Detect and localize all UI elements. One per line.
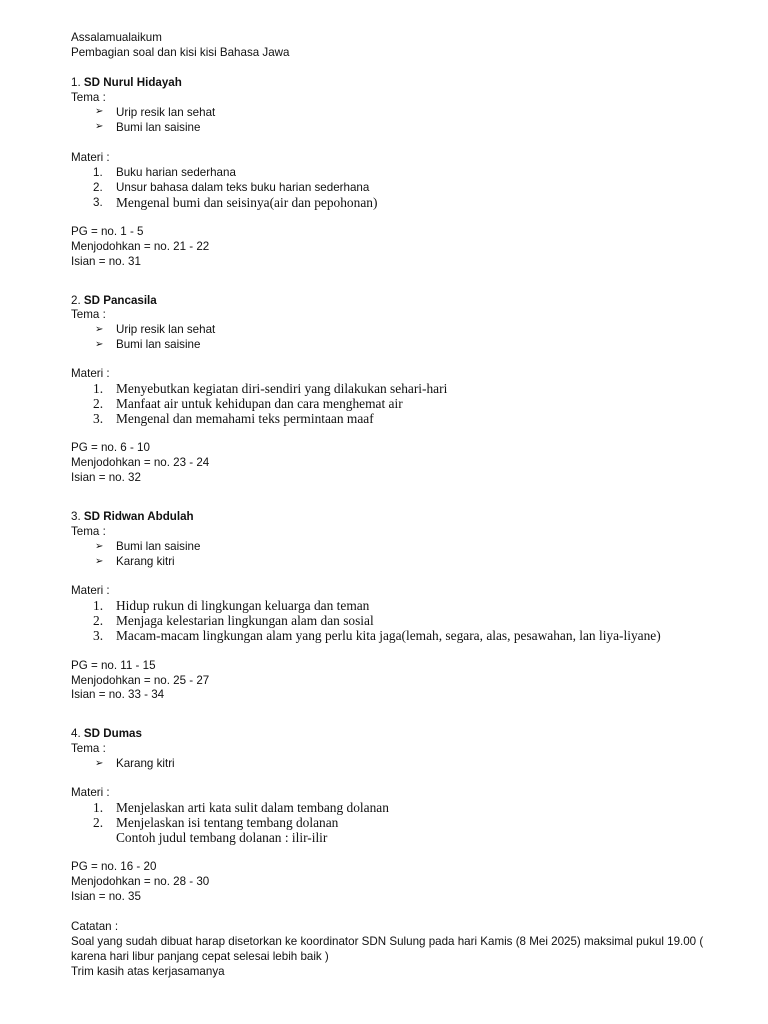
section-3-tema-item: Karang kitri: [116, 555, 175, 568]
section-1-tema-item: Urip resik lan sehat: [116, 106, 216, 119]
section-4-pg: PG = no. 16 - 20: [71, 860, 157, 873]
section-4-materi-item: Menjelaskan arti kata sulit dalam tembang dolanan: [116, 800, 389, 815]
document-subtitle: Pembagian soal dan kisi kisi Bahasa Jawa: [71, 46, 290, 59]
section-3-materi-item: Menjaga kelestarian lingkungan alam dan sosial: [116, 613, 374, 628]
section-3-materi-num: 2.: [93, 613, 104, 628]
section-4-heading: [71, 726, 142, 741]
section-1-pg: PG = no. 1 - 5: [71, 225, 144, 238]
section-3-materi-item: Macam-macam lingkungan alam yang perlu kita jaga(lemah, segara, alas, pesawahan, lan liya-liyane): [116, 628, 661, 643]
section-1-heading: [71, 75, 182, 90]
greeting: Assalamualaikum: [71, 31, 162, 44]
section-4-tema-label: Tema :: [71, 742, 106, 755]
section-1-materi-item: Buku harian sederhana: [116, 166, 236, 179]
closing-text: Trim kasih atas kerjasamanya: [71, 965, 225, 978]
section-3-heading: [71, 509, 194, 524]
section-1-materi-num: 1.: [93, 166, 103, 179]
section-3-materi-item: Hidup rukun di lingkungan keluarga dan teman: [116, 598, 370, 613]
section-4-menjodohkan: Menjodohkan = no. 28 - 30: [71, 875, 210, 888]
section-1-materi-num: 2.: [93, 181, 103, 194]
section-4-materi-label: Materi :: [71, 786, 110, 799]
section-2-materi-item: Mengenal dan memahami teks permintaan maaf: [116, 411, 374, 426]
section-2-materi-num: 3.: [93, 411, 104, 426]
arrow-bullet-icon: ➢: [95, 556, 104, 567]
section-2-materi-label: Materi :: [71, 367, 110, 380]
section-4-materi-num: 1.: [93, 800, 104, 815]
section-2-materi-item: Menyebutkan kegiatan diri-sendiri yang dilakukan sehari-hari: [116, 381, 448, 396]
section-1-isian: Isian = no. 31: [71, 255, 141, 268]
section-1-materi-label: Materi :: [71, 151, 110, 164]
section-1-title: SD Nurul Hidayah: [83, 76, 182, 89]
section-2-tema-label: Tema :: [71, 308, 106, 321]
section-3-tema-label: Tema :: [71, 525, 106, 538]
section-3-pg: PG = no. 11 - 15: [71, 659, 156, 672]
section-2-number: 2.: [71, 294, 81, 307]
section-1-materi-item: Mengenal bumi dan seisinya(air dan pepohonan): [116, 195, 378, 210]
section-4-materi-item: Menjelaskan isi tentang tembang dolanan: [116, 815, 339, 830]
section-4-number: 4.: [71, 727, 81, 740]
section-3-title: SD Ridwan Abdulah: [83, 510, 194, 523]
section-2-materi-num: 1.: [93, 381, 104, 396]
catatan-text: Soal yang sudah dibuat harap disetorkan ke koordinator SDN Sulung pada hari Kamis (8 Mei 2025) maksimal pukul 19.00 ( karena hari libur panjang cepat selesai lebih baik ): [71, 935, 704, 963]
section-1-number: 1.: [71, 76, 81, 89]
section-2-isian: Isian = no. 32: [71, 471, 141, 484]
catatan-label: Catatan :: [71, 920, 119, 933]
section-2-pg: PG = no. 6 - 10: [71, 441, 150, 454]
section-4-isian: Isian = no. 35: [71, 890, 141, 903]
section-1-materi-item: Unsur bahasa dalam teks buku harian sederhana: [116, 181, 370, 194]
arrow-bullet-icon: ➢: [95, 121, 104, 132]
section-3-materi-num: 3.: [93, 628, 104, 643]
section-2-menjodohkan: Menjodohkan = no. 23 - 24: [71, 456, 210, 469]
section-2-tema-item: Urip resik lan sehat: [116, 323, 216, 336]
section-3-menjodohkan: Menjodohkan = no. 25 - 27: [71, 674, 210, 687]
section-4-tema-item: Karang kitri: [116, 757, 175, 770]
section-1-materi-num: 3.: [93, 196, 103, 209]
section-4-title: SD Dumas: [83, 727, 142, 740]
section-1-tema-label: Tema :: [71, 91, 106, 104]
arrow-bullet-icon: ➢: [95, 758, 104, 769]
section-4-materi-num: 2.: [93, 815, 104, 830]
section-3-isian: Isian = no. 33 - 34: [71, 688, 165, 701]
section-2-title: SD Pancasila: [83, 294, 157, 307]
section-2-heading: [71, 293, 157, 308]
arrow-bullet-icon: ➢: [95, 106, 104, 117]
section-4-materi-extra: Contoh judul tembang dolanan : ilir-ilir: [116, 830, 328, 845]
section-3-tema-item: Bumi lan saisine: [116, 540, 201, 553]
section-1-tema-item: Bumi lan saisine: [116, 121, 201, 134]
section-3-materi-label: Materi :: [71, 584, 110, 597]
section-3-materi-num: 1.: [93, 598, 104, 613]
section-3-number: 3.: [71, 510, 81, 523]
section-2-materi-item: Manfaat air untuk kehidupan dan cara menghemat air: [116, 396, 403, 411]
section-1-menjodohkan: Menjodohkan = no. 21 - 22: [71, 240, 210, 253]
section-2-materi-num: 2.: [93, 396, 104, 411]
section-2-tema-item: Bumi lan saisine: [116, 338, 201, 351]
arrow-bullet-icon: ➢: [95, 339, 104, 350]
arrow-bullet-icon: ➢: [95, 324, 104, 335]
arrow-bullet-icon: ➢: [95, 541, 104, 552]
